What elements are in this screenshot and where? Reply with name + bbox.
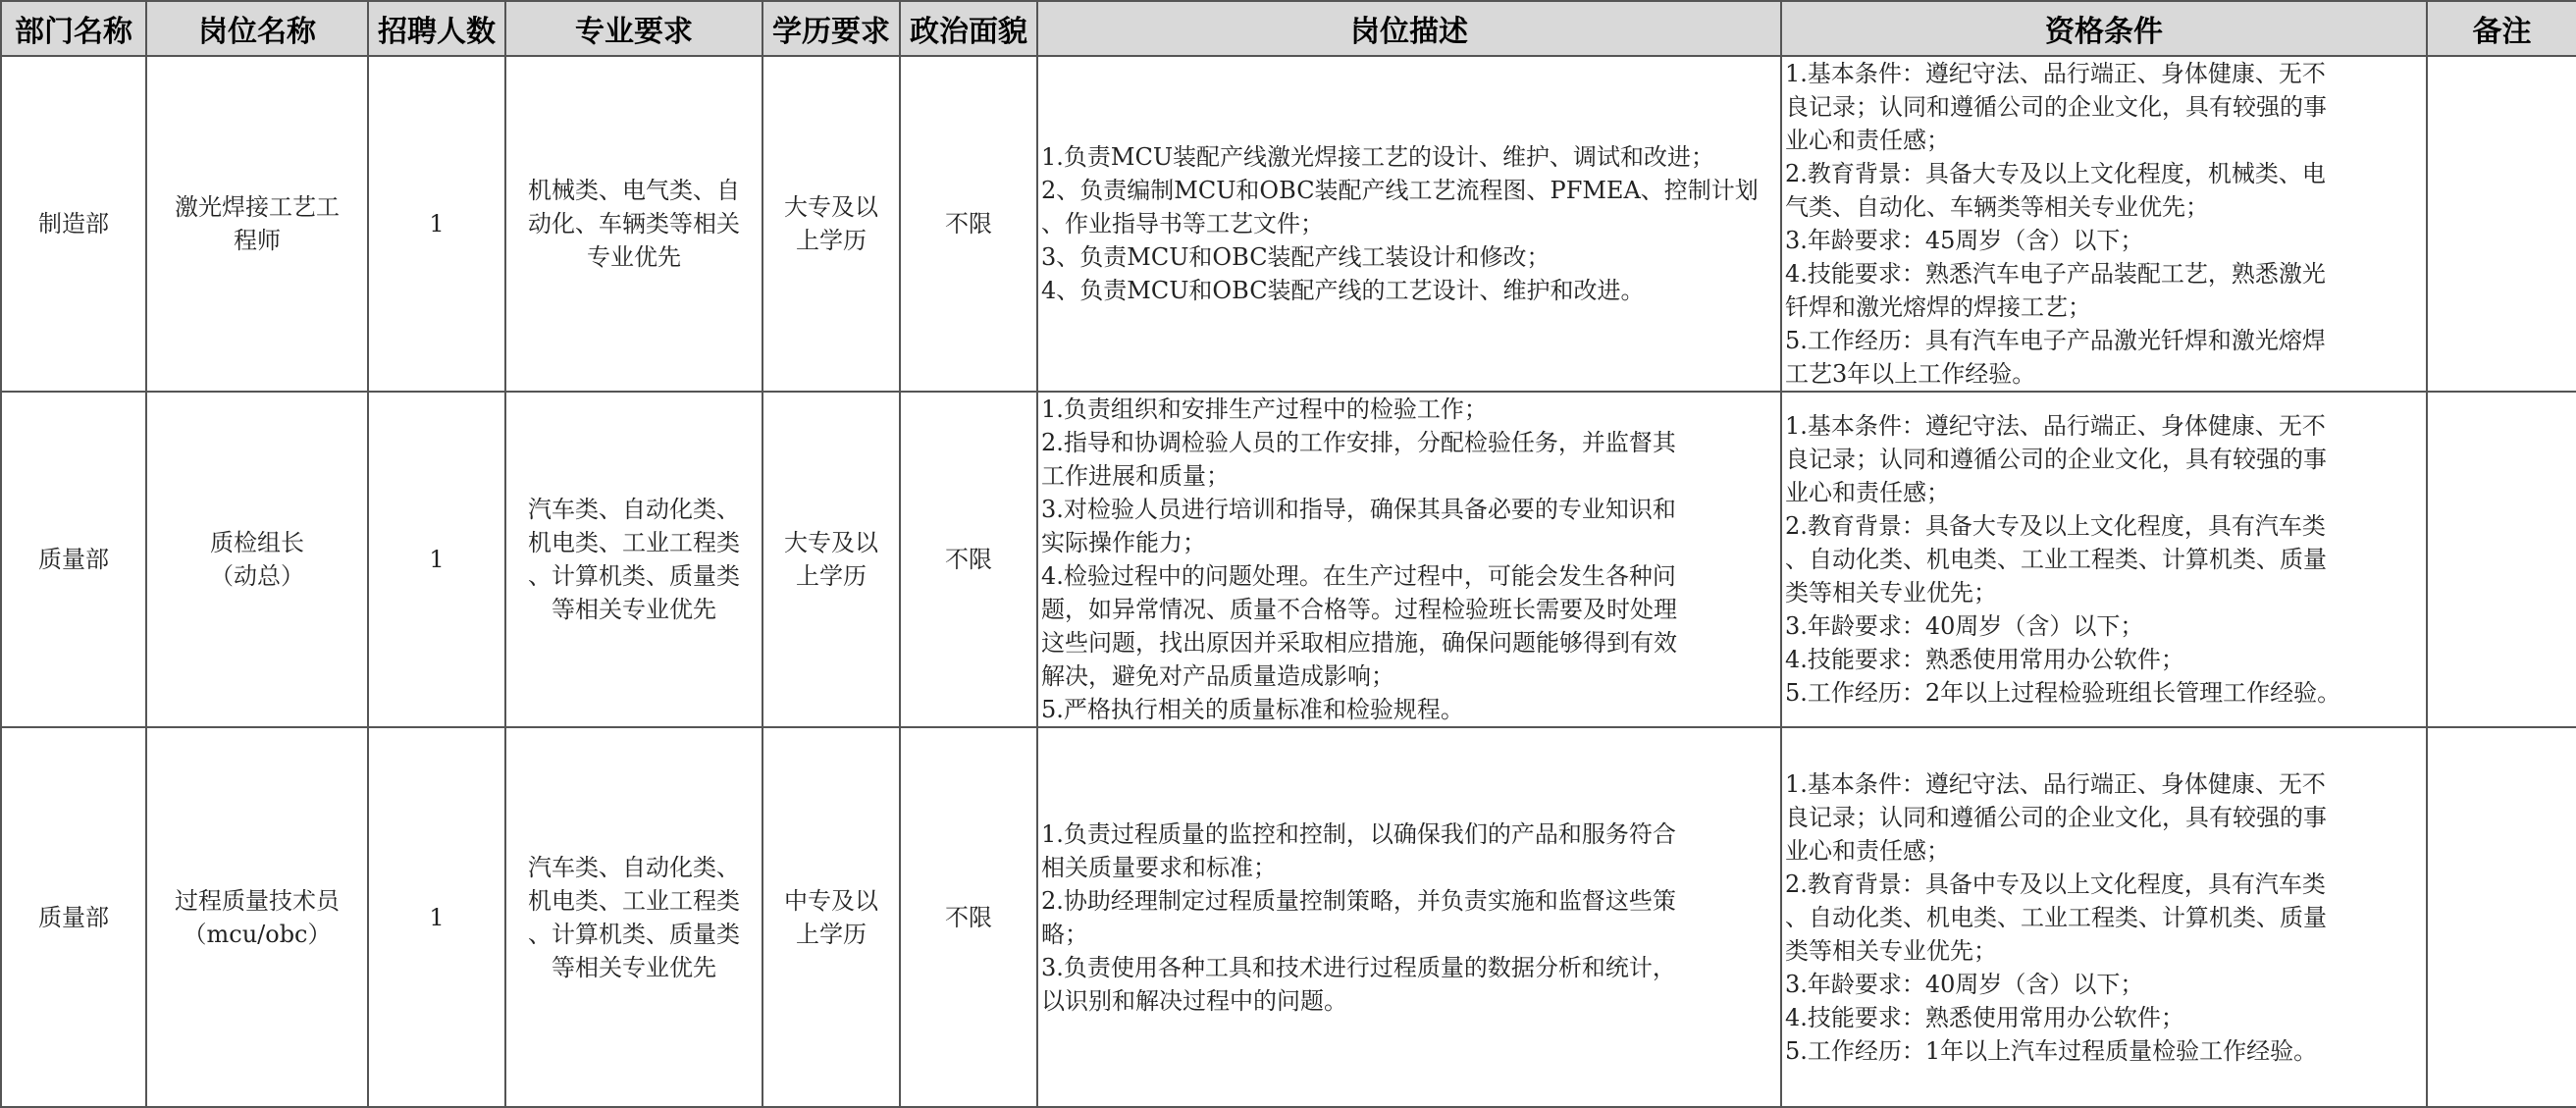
- position-line: 程师: [234, 227, 281, 254]
- qualification-line: 、自动化类、机电类、工业工程类、计算机类、质量: [1785, 546, 2327, 573]
- major-line: 动化、车辆类等相关: [528, 210, 740, 237]
- header-qualification: 资格条件: [1781, 1, 2427, 56]
- major-cell: [505, 56, 762, 392]
- header-count: 招聘人数: [368, 1, 505, 56]
- qualification-line: 2.教育背景：具备中专及以上文化程度，具有汽车类: [1785, 870, 2326, 898]
- education-cell: [762, 392, 900, 727]
- major-cell: [505, 392, 762, 727]
- position-line: 激光焊接工艺工: [175, 193, 340, 221]
- department-cell: 质量部: [1, 392, 146, 727]
- education-line: 中专及以: [784, 886, 878, 915]
- major-cell: [505, 727, 762, 1107]
- major-line: 专业优先: [587, 243, 681, 271]
- major-line: 汽车类、自动化类、: [528, 853, 740, 881]
- header-position: 岗位名称: [146, 1, 368, 56]
- position-line: 质检组长: [210, 529, 304, 556]
- qualification-line: 良记录；认同和遵循公司的企业文化，具有较强的事: [1785, 446, 2327, 473]
- description-line: 工作进展和质量；: [1041, 462, 1230, 490]
- description-line: 4.检验过程中的问题处理。在生产过程中，可能会发生各种问: [1041, 562, 1676, 590]
- table-row: [1, 727, 2576, 1107]
- political-cell: 不限: [900, 727, 1037, 1107]
- major-line: 、计算机类、质量类: [528, 562, 740, 590]
- major-line: 机电类、工业工程类: [528, 529, 740, 556]
- remark-cell: [2427, 727, 2576, 1107]
- position-cell: [146, 56, 368, 392]
- major-line: 等相关专业优先: [552, 596, 716, 623]
- qualification-line: 类等相关专业优先；: [1785, 579, 1997, 607]
- position-line: （动总）: [210, 562, 304, 590]
- header-political: 政治面貌: [900, 1, 1037, 56]
- description-line: 解决，避免对产品质量造成影响；: [1041, 662, 1394, 690]
- count-cell: 1: [368, 56, 505, 392]
- description-cell: [1037, 56, 1781, 392]
- position-cell: [146, 392, 368, 727]
- political-cell: 不限: [900, 392, 1037, 727]
- qualification-line: 良记录；认同和遵循公司的企业文化，具有较强的事: [1785, 93, 2327, 121]
- education-line: 上学历: [796, 920, 867, 948]
- qualification-line: 4.技能要求：熟悉使用常用办公软件；: [1785, 646, 2184, 673]
- education-line: 大专及以: [784, 529, 878, 556]
- remark-cell: [2427, 56, 2576, 392]
- qualification-line: 良记录；认同和遵循公司的企业文化，具有较强的事: [1785, 803, 2327, 831]
- description-line: 这些问题，找出原因并采取相应措施，确保问题能够得到有效: [1041, 629, 1677, 657]
- department-cell: 质量部: [1, 727, 146, 1107]
- education-line: 上学历: [796, 562, 867, 590]
- qualification-line: 钎焊和激光熔焊的焊接工艺；: [1785, 293, 2091, 321]
- qualification-cell: [1781, 56, 2427, 392]
- education-line: 大专及以: [784, 193, 878, 221]
- header-row: [1, 1, 2576, 56]
- header-major: 专业要求: [505, 1, 762, 56]
- qualification-line: 5.工作经历：2年以上过程检验班组长管理工作经验。: [1785, 679, 2341, 707]
- qualification-line: 业心和责任感；: [1785, 479, 1950, 506]
- major-line: 汽车类、自动化类、: [528, 496, 740, 523]
- header-remark: 备注: [2427, 1, 2576, 56]
- qualification-cell: [1781, 727, 2427, 1107]
- major-line: 、计算机类、质量类: [528, 920, 740, 948]
- description-line: 3.负责使用各种工具和技术进行过程质量的数据分析和统计，: [1041, 953, 1676, 981]
- qualification-line: 、自动化类、机电类、工业工程类、计算机类、质量: [1785, 903, 2327, 931]
- description-line: 以识别和解决过程中的问题。: [1041, 986, 1347, 1015]
- description-line: 5.严格执行相关的质量标准和检验规程。: [1041, 696, 1464, 723]
- qualification-line: 3.年龄要求：40周岁（含）以下；: [1785, 612, 2144, 640]
- qualification-line: 4.技能要求：熟悉使用常用办公软件；: [1785, 1003, 2184, 1031]
- description-line: 题，如异常情况、质量不合格等。过程检验班长需要及时处理: [1041, 596, 1677, 623]
- qualification-line: 工艺3年以上工作经验。: [1785, 360, 2036, 388]
- department-cell: 制造部: [1, 56, 146, 392]
- remark-cell: [2427, 392, 2576, 727]
- description-line: 1.负责过程质量的监控和控制，以确保我们的产品和服务符合: [1041, 819, 1676, 848]
- qualification-cell: [1781, 392, 2427, 727]
- position-line: （mcu/obc）: [183, 920, 332, 948]
- qualification-line: 业心和责任感；: [1785, 127, 1950, 154]
- position-line: 过程质量技术员: [175, 886, 340, 915]
- qualification-line: 1.基本条件：遵纪守法、品行端正、身体健康、无不: [1785, 60, 2326, 87]
- description-line: 2.协助经理制定过程质量控制策略，并负责实施和监督这些策: [1041, 886, 1676, 915]
- qualification-line: 5.工作经历：1年以上汽车过程质量检验工作经验。: [1785, 1036, 2318, 1065]
- education-line: 上学历: [796, 227, 867, 254]
- qualification-line: 2.教育背景：具备大专及以上文化程度，机械类、电: [1785, 160, 2326, 187]
- description-line: 3、负责MCU和OBC装配产线工装设计和修改；: [1041, 243, 1551, 271]
- education-cell: [762, 56, 900, 392]
- qualification-line: 5.工作经历：具有汽车电子产品激光钎焊和激光熔焊: [1785, 327, 2326, 354]
- description-line: 1.负责组织和安排生产过程中的检验工作；: [1041, 396, 1488, 423]
- count-cell: 1: [368, 392, 505, 727]
- major-line: 机电类、工业工程类: [528, 886, 740, 915]
- major-line: 等相关专业优先: [552, 953, 716, 981]
- qualification-line: 1.基本条件：遵纪守法、品行端正、身体健康、无不: [1785, 769, 2326, 798]
- description-line: 1.负责MCU装配产线激光焊接工艺的设计、维护、调试和改进；: [1041, 143, 1715, 171]
- qualification-line: 气类、自动化、车辆类等相关专业优先；: [1785, 193, 2209, 221]
- major-line: 机械类、电气类、自: [528, 177, 740, 204]
- education-cell: [762, 727, 900, 1107]
- qualification-line: 3.年龄要求：40周岁（含）以下；: [1785, 970, 2144, 998]
- description-line: 实际操作能力；: [1041, 529, 1206, 556]
- description-cell: [1037, 727, 1781, 1107]
- description-line: 相关质量要求和标准；: [1041, 853, 1277, 881]
- description-line: 3.对检验人员进行培训和指导，确保其具备必要的专业知识和: [1041, 496, 1676, 523]
- description-line: 4、负责MCU和OBC装配产线的工艺设计、维护和改进。: [1041, 277, 1645, 304]
- header-education: 学历要求: [762, 1, 900, 56]
- qualification-line: 类等相关专业优先；: [1785, 936, 1997, 965]
- qualification-line: 3.年龄要求：45周岁（含）以下；: [1785, 227, 2144, 254]
- political-cell: 不限: [900, 56, 1037, 392]
- qualification-line: 2.教育背景：具备大专及以上文化程度，具有汽车类: [1785, 512, 2326, 540]
- qualification-line: 4.技能要求：熟悉汽车电子产品装配工艺，熟悉激光: [1785, 260, 2326, 288]
- position-cell: [146, 727, 368, 1107]
- table-row: [1, 56, 2576, 392]
- table-row: [1, 392, 2576, 727]
- description-line: 略；: [1041, 920, 1088, 948]
- header-department: 部门名称: [1, 1, 146, 56]
- description-line: 2、负责编制MCU和OBC装配产线工艺流程图、PFMEA、控制计划: [1041, 177, 1759, 204]
- qualification-line: 1.基本条件：遵纪守法、品行端正、身体健康、无不: [1785, 412, 2326, 440]
- qualification-line: 业心和责任感；: [1785, 836, 1950, 865]
- description-line: 2.指导和协调检验人员的工作安排，分配检验任务，并监督其: [1041, 429, 1676, 456]
- header-description: 岗位描述: [1037, 1, 1781, 56]
- description-cell: [1037, 392, 1781, 727]
- count-cell: 1: [368, 727, 505, 1107]
- description-line: 、作业指导书等工艺文件；: [1041, 210, 1324, 237]
